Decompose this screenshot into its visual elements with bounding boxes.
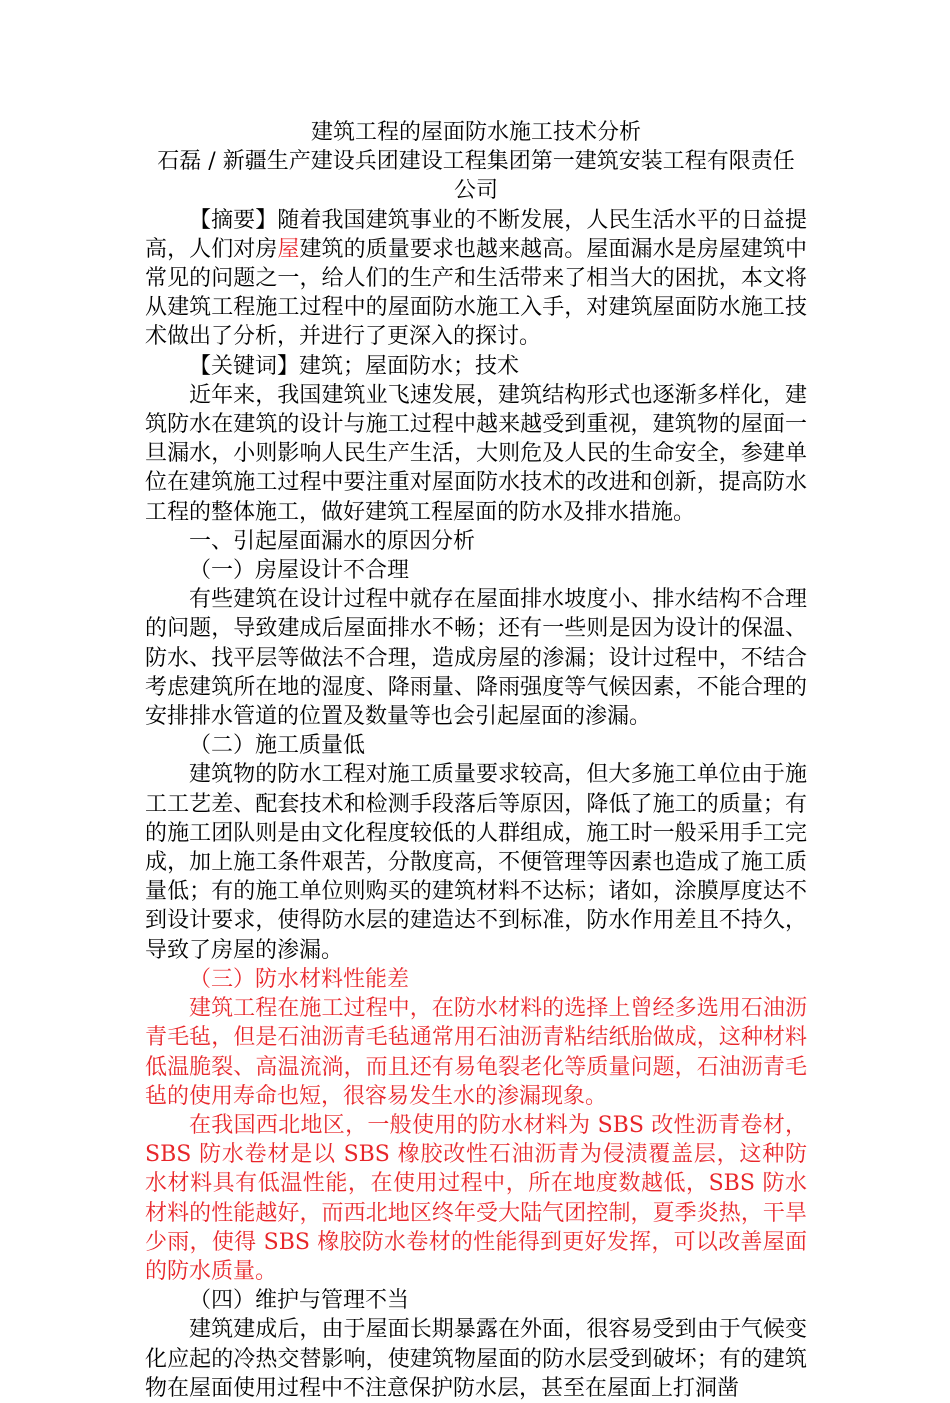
subsection-heading-3: （三）防水材料性能差 [189,966,410,992]
keywords-line: 【关键词】建筑；屋面防水；技术 [189,353,520,379]
section-heading-1: 一、引起屋面漏水的原因分析 [189,528,476,554]
author-line-2: 公司 [453,178,498,204]
subsection-heading-4: （四）维护与管理不当 [189,1288,410,1314]
document-page [145,118,807,1403]
abstract-text-end: 建筑的质量要求也越来越高。屋面漏水是房屋建筑中常见的问题之一，给人们的生产和生活带来了相当大的困扰，本文将从建筑工程施工过程中的屋面防水施工入手，对建筑屋面防水施工技术做出了分析，并进行了更深入的探讨。 [145,236,807,350]
document-title: 建筑工程的屋面防水施工技术分析 [310,120,641,145]
paragraph-materials-1: 建筑工程在施工过程中，在防水材料的选择上曾经多选用石油沥青毛毡，但是石油沥青毛毡通常用石油沥青粘结纸胎做成，这种材料低温脆裂、高温流淌，而且还有易龟裂老化等质量问题，石油沥青毛毡的使用寿命也短，很容易发生水的渗漏现象。 [145,996,807,1109]
abstract-highlighted-char: 屋 [277,236,300,262]
paragraph-design: 有些建筑在设计过程中就存在屋面排水坡度小、排水结构不合理的问题，导致建成后屋面排水不畅；还有一些则是因为设计的保温、防水、找平层等做法不合理，造成房屋的渗漏；设计过程中，不结合考虑建筑所在地的湿度、降雨量、降雨强度等气候因素，不能合理的安排排水管道的位置及数量等也会引起屋面的渗漏。 [145,587,807,730]
intro-paragraph: 近年来，我国建筑业飞速发展，建筑结构形式也逐渐多样化，建筑防水在建筑的设计与施工过程中越来越受到重视，建筑物的屋面一旦漏水，小则影响人民生产生活，大则危及人民的生命安全，参建单位在建筑施工过程中要注重对屋面防水技术的改进和创新，提高防水工程的整体施工，做好建筑工程屋面的防水及排水措施。 [145,382,807,525]
author-line-1: 石磊 / 新疆生产建设兵团建设工程集团第一建筑安装工程有限责任 [157,149,795,175]
subsection-heading-1: （一）房屋设计不合理 [189,558,410,584]
paragraph-materials-2: 在我国西北地区，一般使用的防水材料为 SBS 改性沥青卷材，SBS 防水卷材是以 SBS 橡胶改性石油沥青为侵渍覆盖层，这种防水材料具有低温性能，在使用过程中，所在地度数越低，SBS 防水材料的性能越好，而西北地区终年受大陆气团控制，夏季炎热，干旱少雨，使得 SBS 橡胶防水卷材的性能得到更好发挥，可以改善屋面的防水质量。 [145,1112,807,1284]
abstract-text-start: 【摘要】随着我国建筑事业的不断发展，人民生活水平的日益提高，人们对房 [145,207,807,262]
author-affiliation [145,147,807,205]
abstract-paragraph [145,206,807,352]
subsection-heading-2: （二）施工质量低 [189,733,366,759]
paragraph-maintenance: 建筑建成后，由于屋面长期暴露在外面，很容易受到由于气候变化应起的冷热交替影响，使建筑物屋面的防水层受到破坏；有的建筑物在屋面使用过程中不注意保护防水层，甚至在屋面上打洞凿 [145,1317,807,1401]
paragraph-construction-quality: 建筑物的防水工程对施工质量要求较高，但大多施工单位由于施工工艺差、配套技术和检测手段落后等原因，降低了施工的质量；有的施工团队则是由文化程度较低的人群组成，施工时一般采用手工完成，加上施工条件艰苦，分散度高，不便管理等因素也造成了施工质量低；有的施工单位则购买的建筑材料不达标；诸如，涂膜厚度达不到设计要求，使得防水层的建造达不到标准，防水作用差且不持久，导致了房屋的渗漏。 [145,762,807,963]
